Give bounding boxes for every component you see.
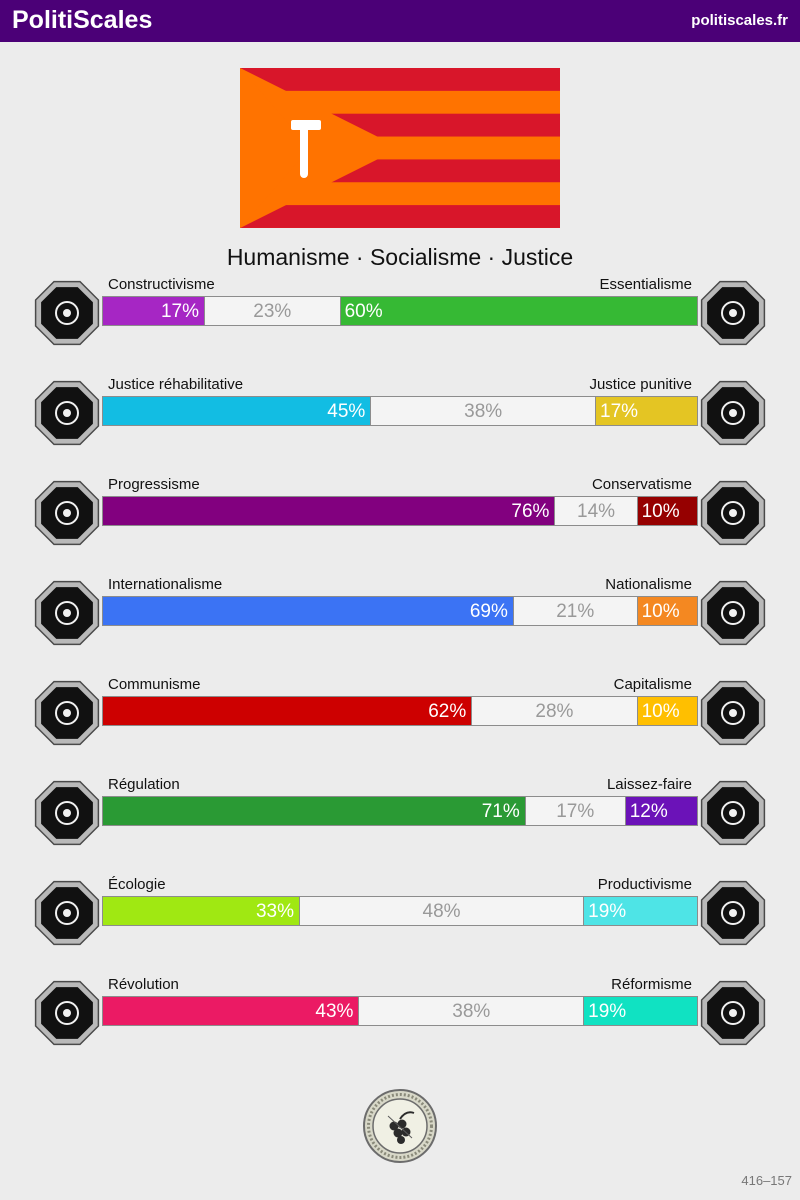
axis-right-label: Productivisme <box>597 876 692 893</box>
axis-bar <box>102 796 698 826</box>
axis-row-t <box>0 976 800 1068</box>
bar-segment-left: 43% <box>103 997 358 1025</box>
money-bag-icon <box>698 678 768 748</box>
axis-row-c <box>0 276 800 368</box>
brand-title[interactable]: PolitiScales <box>12 6 153 34</box>
bar-segment-middle: 28% <box>471 697 637 725</box>
bar-segment-left: 33% <box>103 897 299 925</box>
seal-icon <box>362 1088 438 1164</box>
axis-row-s <box>0 476 800 568</box>
handshake-icon <box>32 378 102 448</box>
axis-bar <box>102 496 698 526</box>
bar-segment-left: 71% <box>103 797 525 825</box>
bar-segment-left: 62% <box>103 697 471 725</box>
globe-icon <box>32 578 102 648</box>
axis-row-b <box>0 576 800 668</box>
axis-right-label: Laissez-faire <box>606 776 692 793</box>
axis-left-label: Justice réhabilitative <box>108 376 244 393</box>
bar-segment-middle: 21% <box>513 597 638 625</box>
sprout-icon <box>32 878 102 948</box>
bar-segment-right: 10% <box>638 497 697 525</box>
axis-bar <box>102 396 698 426</box>
bar-segment-left: 17% <box>103 297 204 325</box>
gear-icon <box>698 878 768 948</box>
butterfly-icon <box>698 778 768 848</box>
axis-row-e <box>0 876 800 968</box>
result-id: 416–157 <box>741 1173 792 1188</box>
bar-segment-right: 17% <box>596 397 697 425</box>
axis-left-label: Communisme <box>108 676 201 693</box>
flag-icon <box>698 578 768 648</box>
axis-right-label: Essentialisme <box>599 276 692 293</box>
axis-left-label: Régulation <box>108 776 180 793</box>
ballot-box-icon <box>698 978 768 1048</box>
axis-left-label: Écologie <box>108 876 166 893</box>
axis-right-label: Nationalisme <box>605 576 692 593</box>
flag-stripe <box>240 68 560 91</box>
eye-icon <box>32 278 102 348</box>
axis-left-label: Progressisme <box>108 476 200 493</box>
prison-bars-icon <box>698 378 768 448</box>
axis-left-label: Internationalisme <box>108 576 223 593</box>
axis-right-label: Capitalisme <box>613 676 692 693</box>
bar-segment-right: 60% <box>341 297 697 325</box>
flower-icon <box>698 278 768 348</box>
bar-segment-left: 45% <box>103 397 370 425</box>
quill-pen-icon <box>698 478 768 548</box>
axis-bar <box>102 296 698 326</box>
telescope-icon <box>32 478 102 548</box>
bar-segment-middle: 38% <box>358 997 584 1025</box>
axis-row-p <box>0 676 800 768</box>
axis-left-label: Révolution <box>108 976 179 993</box>
site-link[interactable]: politiscales.fr <box>691 12 788 29</box>
axis-row-m <box>0 776 800 868</box>
bar-segment-right: 10% <box>638 697 697 725</box>
bar-segment-right: 19% <box>584 897 697 925</box>
bar-segment-left: 69% <box>103 597 513 625</box>
axis-right-label: Réformisme <box>611 976 692 993</box>
ruler-icon <box>32 778 102 848</box>
bar-segment-middle: 48% <box>299 897 584 925</box>
axis-right-label: Justice punitive <box>589 376 692 393</box>
fist-icon <box>32 978 102 1048</box>
result-flag <box>240 68 560 228</box>
axis-row-j <box>0 376 800 468</box>
axis-left-label: Constructivisme <box>108 276 215 293</box>
bar-segment-middle: 23% <box>204 297 341 325</box>
axis-bar <box>102 696 698 726</box>
axis-bar <box>102 596 698 626</box>
header-bar <box>0 0 800 42</box>
hammer-sickle-icon <box>32 678 102 748</box>
bar-segment-left: 76% <box>103 497 554 525</box>
bar-segment-middle: 17% <box>525 797 626 825</box>
axis-right-label: Conservatisme <box>591 476 692 493</box>
bar-segment-right: 10% <box>638 597 697 625</box>
axis-bar <box>102 896 698 926</box>
bar-segment-middle: 38% <box>370 397 596 425</box>
bar-segment-right: 12% <box>626 797 697 825</box>
axis-bar <box>102 996 698 1026</box>
flag-stripe <box>240 205 560 228</box>
motto-title: Humanisme · Socialisme · Justice <box>226 244 574 270</box>
bar-segment-right: 19% <box>584 997 697 1025</box>
bar-segment-middle: 14% <box>554 497 637 525</box>
